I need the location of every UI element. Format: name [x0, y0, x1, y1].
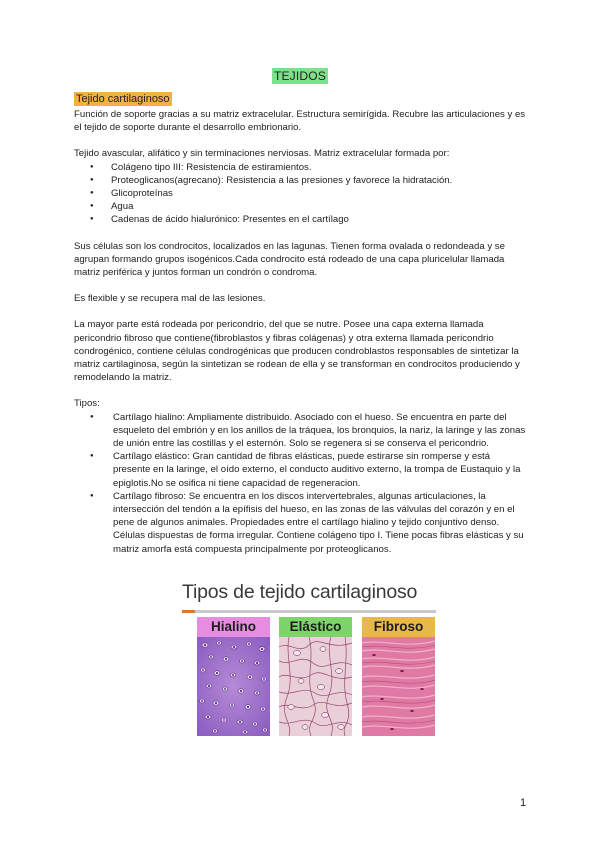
matrix-intro-paragraph: Tejido avascular, alifático y sin terminaciones nerviosas. Matriz extracelular formada por: [74, 148, 450, 160]
hyaline-tissue-image [197, 637, 270, 736]
fibrous-tissue-image [362, 637, 435, 736]
cartilage-figure [182, 580, 442, 755]
section-title: Tejido cartilaginoso [76, 93, 170, 105]
list-item: ● Cartílago elástico: Gran cantidad de fibras elásticas, puede estirarse sin romperse y está presente en la laringe, el oído externo, el conducto auditivo externo, la trompa de Eustaquio y la epiglotis.No se osifica ni tiene capacidad de regeneracion. [90, 450, 529, 490]
panel-label: Fibroso [362, 617, 435, 637]
types-label: Tipos: [74, 398, 100, 410]
page-number: 1 [520, 797, 527, 809]
figure-divider [182, 610, 436, 613]
panel-label: Hialino [197, 617, 270, 637]
list-item: ● Cadenas de ácido hialurónico: Presentes en el cartílago [90, 213, 529, 226]
page-title [0, 70, 600, 84]
panel-label: Elástico [279, 617, 352, 637]
list-item: ● Agua [90, 200, 529, 213]
figure-title: Tipos de tejido cartilaginoso [182, 581, 418, 603]
list-item: ● Proteoglicanos(agrecano): Resistencia a las presiones y favorece la hidratación. [90, 174, 529, 187]
panel-fibroso [362, 617, 435, 740]
types-list [74, 411, 529, 556]
list-item: ● Glicoproteínas [90, 187, 529, 200]
document-body [74, 92, 529, 556]
list-item: ● Cartílago hialino: Ampliamente distribuido. Asociado con el hueso. Se encuentra en parte del esqueleto del embrión y en los anillos de la tráquea, los bronquios, la nariz, la laringe y las zonas de unión entre las costillas y el esternón. Solo se regenera si se conserva el pericondrio. [90, 411, 529, 451]
panel-hialino [197, 617, 270, 740]
cells-paragraph: Sus células son los condrocitos, localizados en las lagunas. Tienen forma ovalada o redondeada y se agrupan formando grupos isogénicos.Cada condrocito está rodeado de una capa pluricelular llamada matriz periférica y juntos forman un condrón o condroma. [74, 240, 505, 279]
perichondrium-paragraph: La mayor parte está rodeada por pericondrio, del que se nutre. Posee una capa externa llamada pericondrio fibroso que contiene(fibroblastos y fibras colágenas) y otra externa llamada pericondrio condrogénico, contiene células condrogénicas que producen condroblastos responsables de sintetizar la matriz cartilaginosa, según la sintetizan se rodean de ella y se transforman en condrocitos produciendo y remodelando la matriz. [74, 319, 520, 384]
flexible-paragraph: Es flexible y se recupera mal de las lesiones. [74, 293, 266, 305]
intro-paragraph: Función de soporte gracias a su matriz extracelular. Estructura semirígida. Recubre las articulaciones y es el tejido de soporte durante el desarrollo embrionario. [74, 109, 526, 134]
page-title-text: TEJIDOS [273, 69, 327, 83]
elastic-tissue-image [279, 637, 352, 736]
matrix-list [74, 161, 529, 227]
list-item: ● Cartílago fibroso: Se encuentra en los discos intervertebrales, algunas articulaciones, la intersección del tendón a la epífisis del hueso, en las zonas de las válvulas del corazón y en el pene de algunos animales. Propiedades entre el cartílago hialino y tejido conjuntivo denso. Células dispuestas de forma irregular. Contiene colágeno tipo I. Tiene pocas fibras elásticas y su matriz amorfa está compuesta principalmente por proteoglicanos. [90, 490, 529, 556]
panel-elastico [279, 617, 352, 740]
list-item: ● Colágeno tipo III: Resistencia de estiramientos. [90, 161, 529, 174]
